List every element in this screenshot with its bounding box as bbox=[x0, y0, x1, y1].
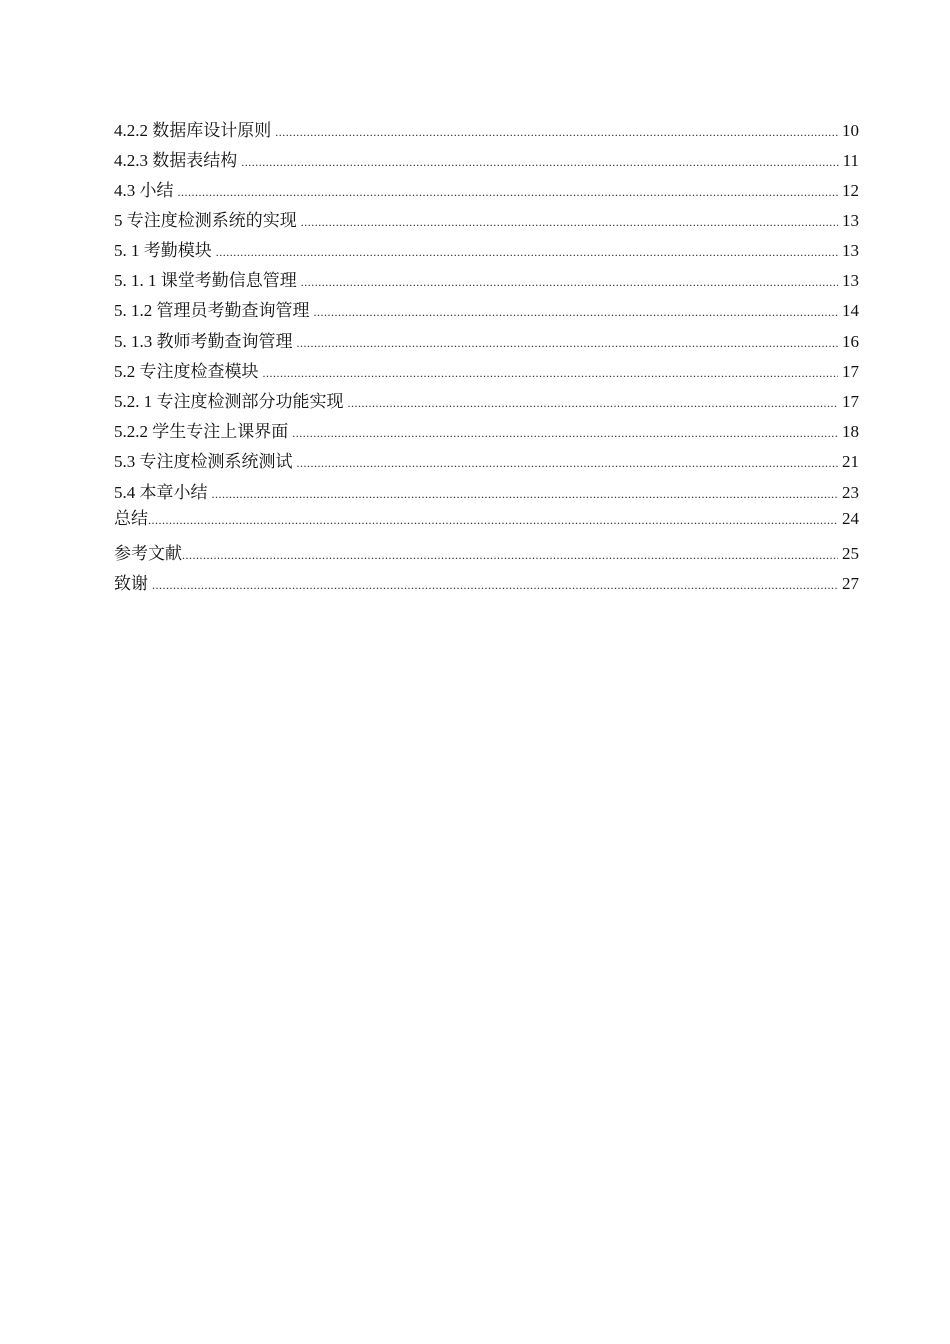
toc-entry-page: 18 bbox=[842, 422, 859, 441]
toc-entry[interactable] bbox=[114, 543, 859, 565]
dot-leader bbox=[297, 452, 839, 474]
toc-entry[interactable] bbox=[114, 421, 859, 443]
toc-entry[interactable] bbox=[114, 270, 859, 292]
toc-entry-page: 17 bbox=[842, 362, 859, 381]
toc-entry[interactable] bbox=[114, 451, 859, 473]
dot-leader bbox=[148, 509, 838, 531]
toc-entry[interactable] bbox=[114, 573, 859, 595]
dot-leader bbox=[241, 151, 838, 173]
toc-entry[interactable] bbox=[114, 180, 859, 202]
dot-leader bbox=[216, 241, 838, 263]
dot-leader bbox=[297, 332, 839, 354]
toc-entry-title: 5.2 专注度检查模块 bbox=[114, 362, 259, 381]
toc-entry[interactable] bbox=[114, 120, 859, 142]
toc-entry-title: 5. 1 考勤模块 bbox=[114, 241, 212, 260]
toc-entry-page: 10 bbox=[842, 121, 859, 140]
toc-entry-page: 11 bbox=[842, 151, 859, 170]
toc-entry-title: 4.2.3 数据表结构 bbox=[114, 151, 238, 170]
dot-leader bbox=[152, 574, 838, 596]
toc-entry-title: 5. 1.2 管理员考勤查询管理 bbox=[114, 301, 310, 320]
toc-entry[interactable] bbox=[114, 361, 859, 383]
toc-entry-title: 5. 1. 1 课堂考勤信息管理 bbox=[114, 271, 297, 290]
toc-entry-title: 5.4 本章小结 bbox=[114, 483, 208, 502]
dot-leader bbox=[301, 211, 838, 233]
toc-entry[interactable] bbox=[114, 300, 859, 322]
toc-entry-title: 5 专注度检测系统的实现 bbox=[114, 211, 297, 230]
toc-entry-page: 25 bbox=[842, 544, 859, 563]
toc-entry-title: 4.2.2 数据库设计原则 bbox=[114, 121, 272, 140]
toc-entry-page: 14 bbox=[842, 301, 859, 320]
toc-entry[interactable] bbox=[114, 391, 859, 413]
toc-entry-page: 27 bbox=[842, 574, 859, 593]
dot-leader bbox=[263, 362, 839, 384]
toc-entry-title: 5.2. 1 专注度检测部分功能实现 bbox=[114, 392, 344, 411]
toc-entry[interactable] bbox=[114, 210, 859, 232]
toc-entry-title: 总结 bbox=[114, 509, 148, 528]
dot-leader bbox=[275, 121, 838, 143]
toc-entry-page: 24 bbox=[842, 509, 859, 528]
toc-entry-title: 致谢 bbox=[114, 574, 148, 593]
dot-leader bbox=[212, 483, 839, 505]
toc-entry-page: 21 bbox=[842, 452, 859, 471]
toc-entry[interactable] bbox=[114, 240, 859, 262]
dot-leader bbox=[292, 422, 838, 444]
toc-entry[interactable] bbox=[114, 508, 859, 530]
toc-entry-title: 参考文献 bbox=[114, 544, 182, 563]
dot-leader bbox=[178, 181, 839, 203]
dot-leader bbox=[182, 544, 838, 566]
toc-entry-page: 23 bbox=[842, 483, 859, 502]
toc-entry-page: 16 bbox=[842, 332, 859, 351]
toc-entry[interactable] bbox=[114, 331, 859, 353]
toc-entry-page: 13 bbox=[842, 271, 859, 290]
toc-entry-page: 13 bbox=[842, 241, 859, 260]
toc-entry[interactable] bbox=[114, 150, 859, 172]
toc-entry[interactable] bbox=[114, 482, 859, 504]
toc-entry-page: 13 bbox=[842, 211, 859, 230]
toc-entry-title: 5. 1.3 教师考勤查询管理 bbox=[114, 332, 293, 351]
toc-entry-title: 5.2.2 学生专注上课界面 bbox=[114, 422, 289, 441]
toc-entry-title: 4.3 小结 bbox=[114, 181, 174, 200]
toc-entry-title: 5.3 专注度检测系统测试 bbox=[114, 452, 293, 471]
dot-leader bbox=[348, 392, 839, 414]
dot-leader bbox=[314, 301, 839, 323]
dot-leader bbox=[301, 271, 838, 293]
toc-entry-page: 12 bbox=[842, 181, 859, 200]
toc-entry-page: 17 bbox=[842, 392, 859, 411]
